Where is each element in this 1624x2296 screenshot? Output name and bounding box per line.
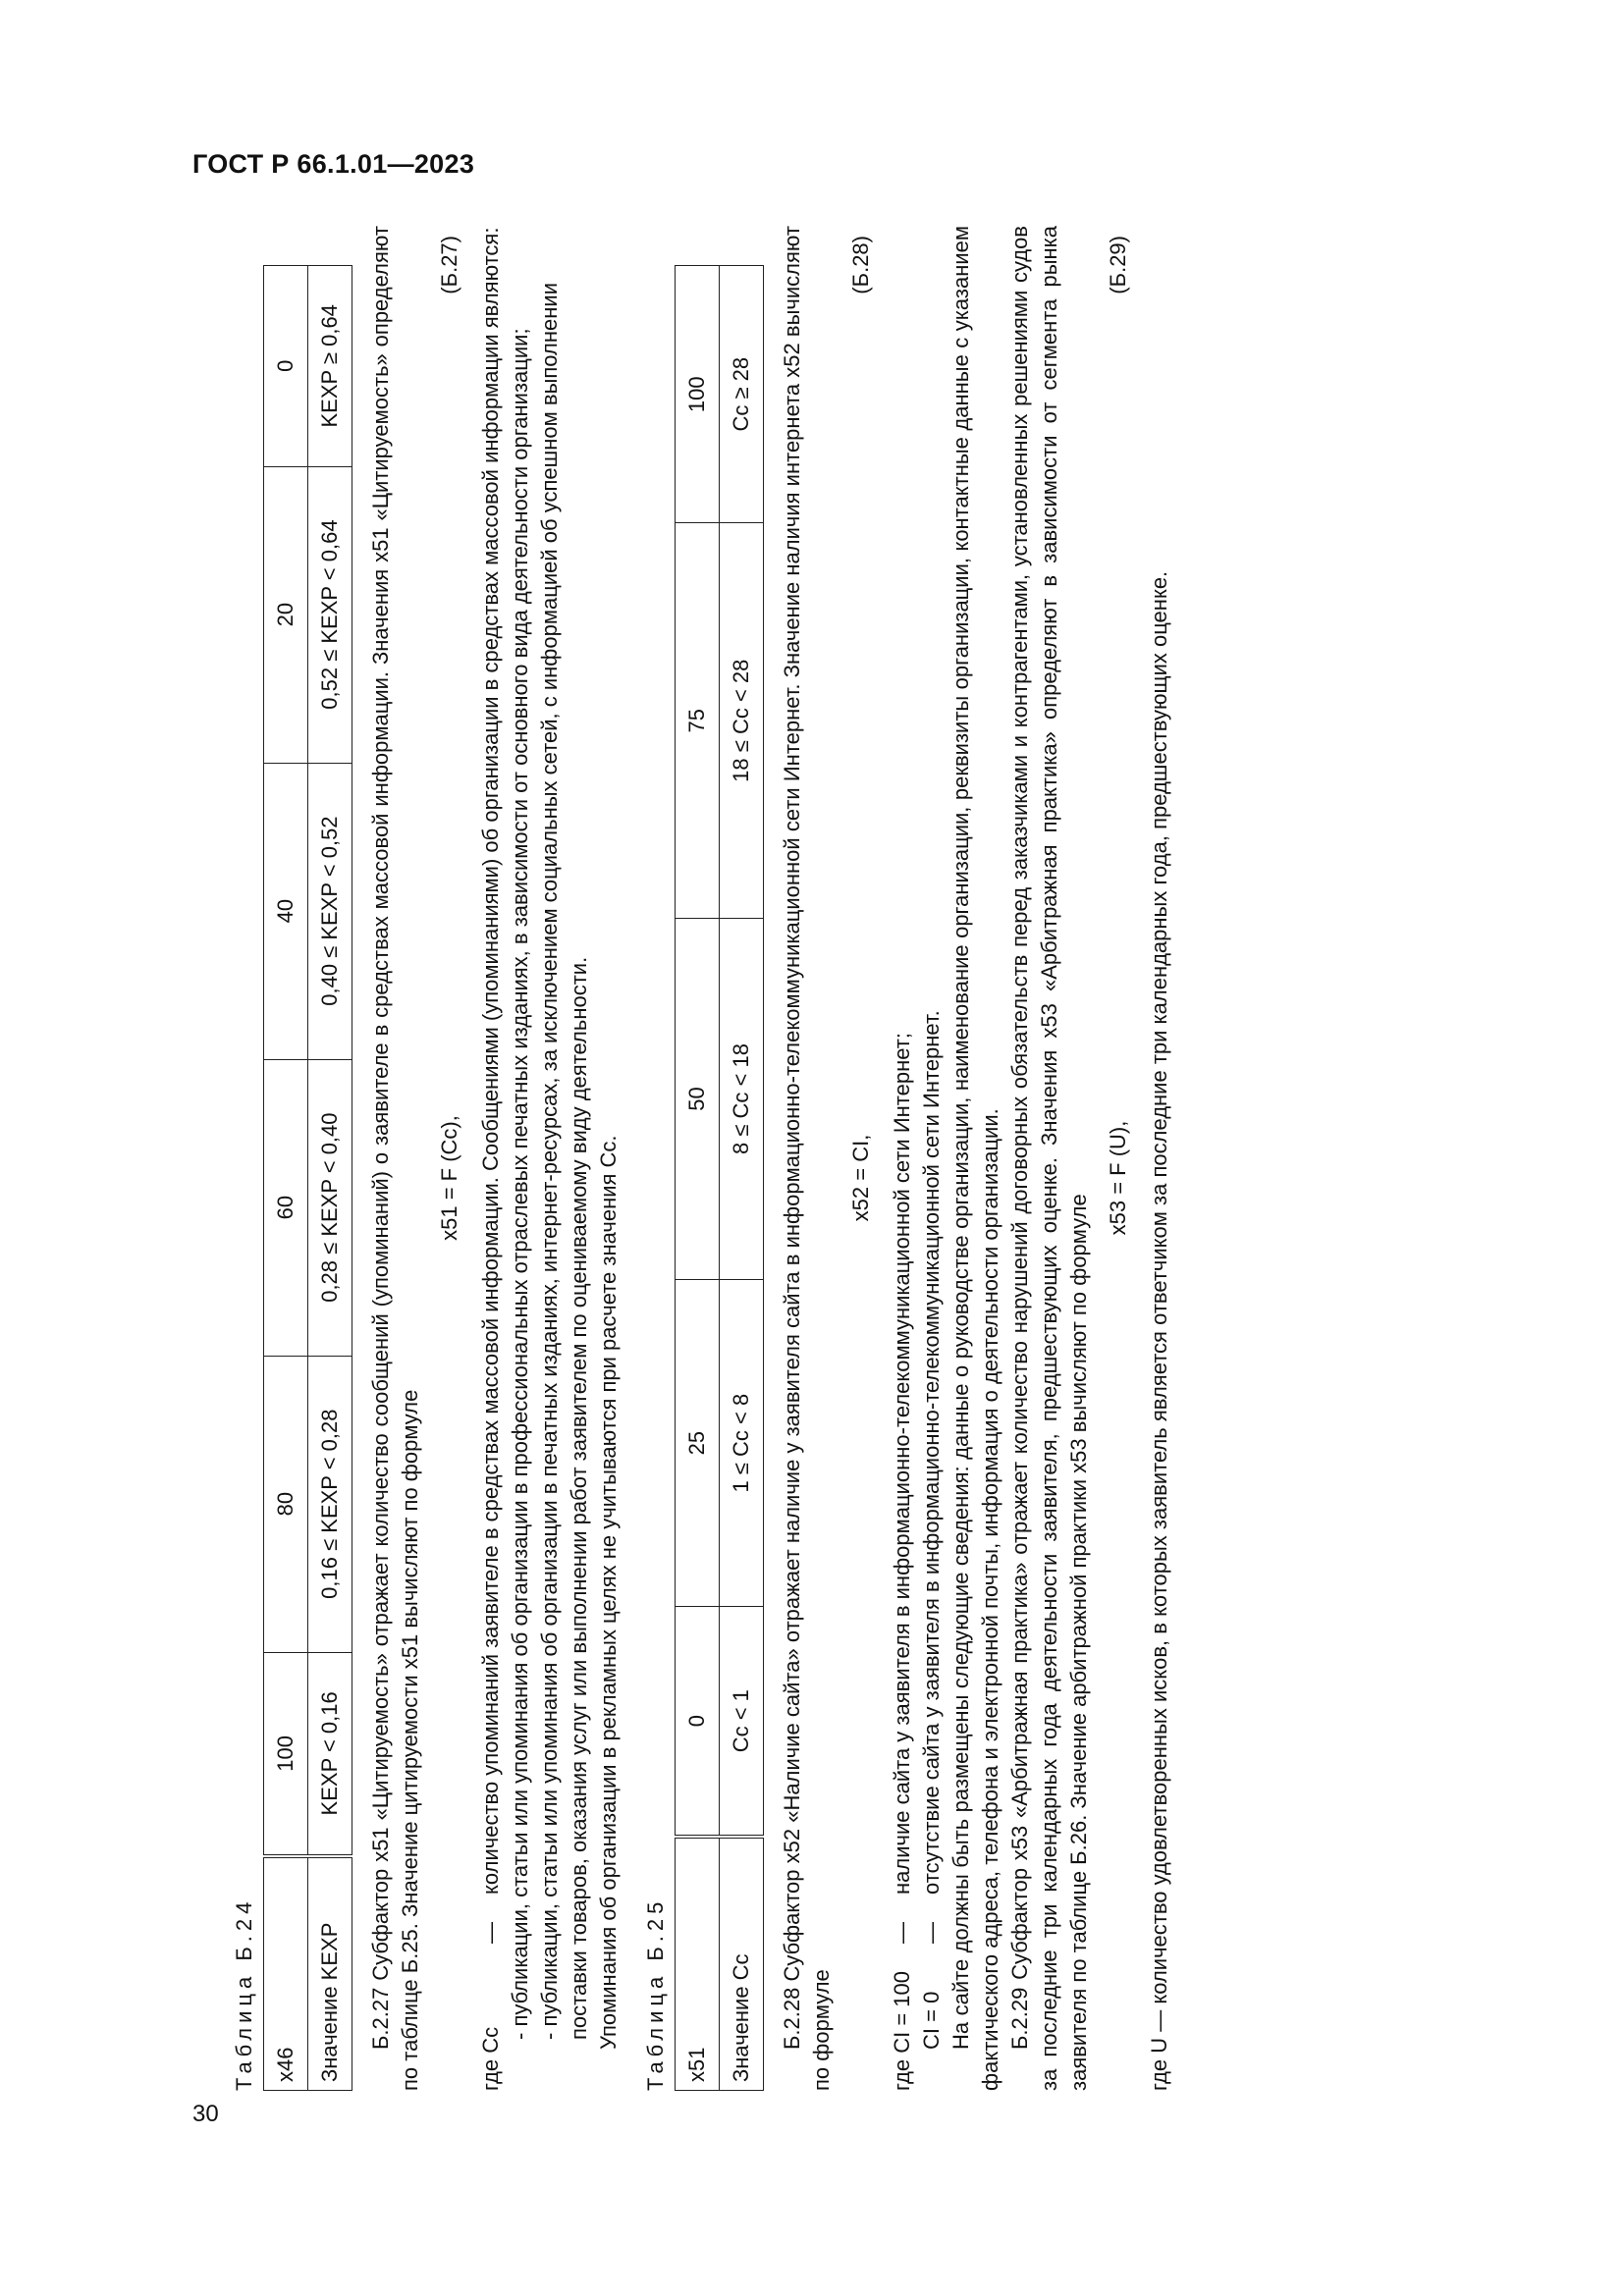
list-item: - публикации, статьи или упоминания об организации в печатных изданиях, интернет-ресурсах, за исключением социальных сетей, с информацией об успешном выполнении поставки товаров, оказания услуг или выполнении работ заявителем по оцениваемому виду деятельности.: [537, 283, 591, 2040]
table-b25: [675, 265, 764, 2091]
formula-b28: [840, 226, 884, 2091]
table-b24: [263, 265, 352, 2091]
table-cell: 1 ≤ Cc < 8: [720, 1280, 764, 1607]
table-cell: Cc ≥ 28: [720, 266, 764, 523]
table-cell: 0,28 ≤ KEXP < 0,40: [308, 1059, 352, 1356]
table-cell: Cc < 1: [720, 1607, 764, 1837]
table-caption-b25: Таблица Б.25: [643, 1896, 668, 2091]
formula-number: (Б.29): [1106, 236, 1130, 294]
table-cell: 20: [264, 466, 308, 763]
formula-number: (Б.27): [437, 236, 461, 294]
where-label: где Cc: [478, 2026, 503, 2091]
table-cell: 0,40 ≤ KEXP < 0,52: [308, 763, 352, 1059]
where-clause: [476, 226, 506, 2091]
site-info-paragraph: На сайте должны быть размещены следующие сведения: данные о руководстве организации, наименование организации, реквизиты организации, контактные данные с указанием фактического адреса, телефона и электронной почты, информация о деятельности организации.: [948, 226, 1002, 2091]
table-cell: 40: [264, 763, 308, 1059]
document-header: ГОСТ Р 66.1.01—2023: [192, 149, 475, 179]
page-number: 30: [192, 2101, 219, 2127]
where-clause: [888, 226, 917, 2091]
table-row-label: x51: [676, 1837, 720, 2091]
where-dash: —: [890, 1922, 914, 1944]
table-cell: 0: [264, 266, 308, 467]
table-row-label: Значение Cc: [720, 1837, 764, 2091]
where-label: CI = 0: [919, 1991, 944, 2050]
table-cell: 25: [676, 1280, 720, 1607]
table-cell: 100: [264, 1652, 308, 1856]
paragraph-b229: Б.2.29 Субфактор x53 «Арбитражная практика» отражает количество нарушений договорных обязательств перед заказчиками и контрагентами, установленных решениями судов за последние три календарных года деятельности заявителя, предшествующих оценке. Значения x53 «Арбитражная практика» определяют в зависимости от сегмента рынка заявителя по таблице Б.26. Значение арбитражной практики x53 вычисляют по формуле: [1007, 226, 1091, 2091]
where-dash: —: [919, 1922, 944, 1944]
formula-expression: x51 = F (Cc),: [437, 1115, 461, 1241]
table-row: [720, 266, 764, 2091]
where-text: наличие сайта у заявителя в информационно-телекоммуникационной сети Интернет;: [890, 1033, 914, 1895]
table-cell: KEXP ≥ 0,64: [308, 266, 352, 467]
table-cell: 60: [264, 1059, 308, 1356]
table-cell: 8 ≤ Cc < 18: [720, 919, 764, 1280]
table-cell: 50: [676, 919, 720, 1280]
table-cell: 18 ≤ Cc < 28: [720, 523, 764, 919]
where-label: где CI = 100: [890, 1971, 914, 2091]
table-row: [308, 266, 352, 2091]
formula-number: (Б.28): [848, 236, 873, 294]
table-cell: 80: [264, 1356, 308, 1652]
table-cell: 0,16 ≤ KEXP < 0,28: [308, 1356, 352, 1652]
rotated-page-content: [226, 226, 1542, 2091]
table-cell: 0: [676, 1607, 720, 1837]
formula-b29: [1098, 226, 1141, 2091]
note-paragraph: Упоминания об организации в рекламных целях не учитываются при расчете значения Cc.: [596, 1135, 621, 2050]
where-text: количество упоминаний заявителе в средствах массовой информации. Сообщениями (упоминаниями) об организации в средствах массовой информации являются:: [478, 227, 503, 1895]
table-row-label: x46: [264, 1856, 308, 2091]
table-cell: 0,52 ≤ KEXP < 0,64: [308, 466, 352, 763]
where-clause: [917, 226, 947, 2091]
table-cell: KEXP < 0,16: [308, 1652, 352, 1856]
list-item: - публикации, статьи или упоминания об организации в профессиональных отраслевых печатных изданиях, в зависимости от основного вида деятельности организации;: [508, 328, 532, 2040]
table-cell: 75: [676, 523, 720, 919]
where-text: отсутствие сайта у заявителя в информационно-телекоммуникационной сети Интернет.: [919, 1010, 944, 1895]
formula-expression: x53 = F (U),: [1106, 1120, 1130, 1236]
where-clause-b229: где U — количество удовлетворенных исков, в которых заявитель является ответчиком за последние три календарных года, предшествующих оценке.: [1147, 570, 1171, 2091]
paragraph-b227: Б.2.27 Субфактор x51 «Цитируемость» отражает количество сообщений (упоминаний) о заявителе в средствах массовой информации. Значения x51 «Цитируемость» определяют по таблице Б.25. Значение цитируемости x51 вычисляют по формуле: [368, 226, 422, 2091]
table-caption-b24: Таблица Б.24: [232, 1896, 256, 2091]
table-cell: 100: [676, 266, 720, 523]
table-row: [264, 266, 308, 2091]
where-dash: —: [478, 1922, 503, 1944]
table-row: [676, 266, 720, 2091]
paragraph-b228: Б.2.28 Субфактор x52 «Наличие сайта» отражает наличие у заявителя сайта в информационно-телекоммуникационной сети Интернет. Значение наличия интернета x52 вычисляют по формуле: [780, 226, 834, 2091]
table-row-label: Значение KEXP: [308, 1856, 352, 2091]
formula-b27: [429, 226, 472, 2091]
formula-expression: x52 = CI,: [848, 1134, 873, 1222]
